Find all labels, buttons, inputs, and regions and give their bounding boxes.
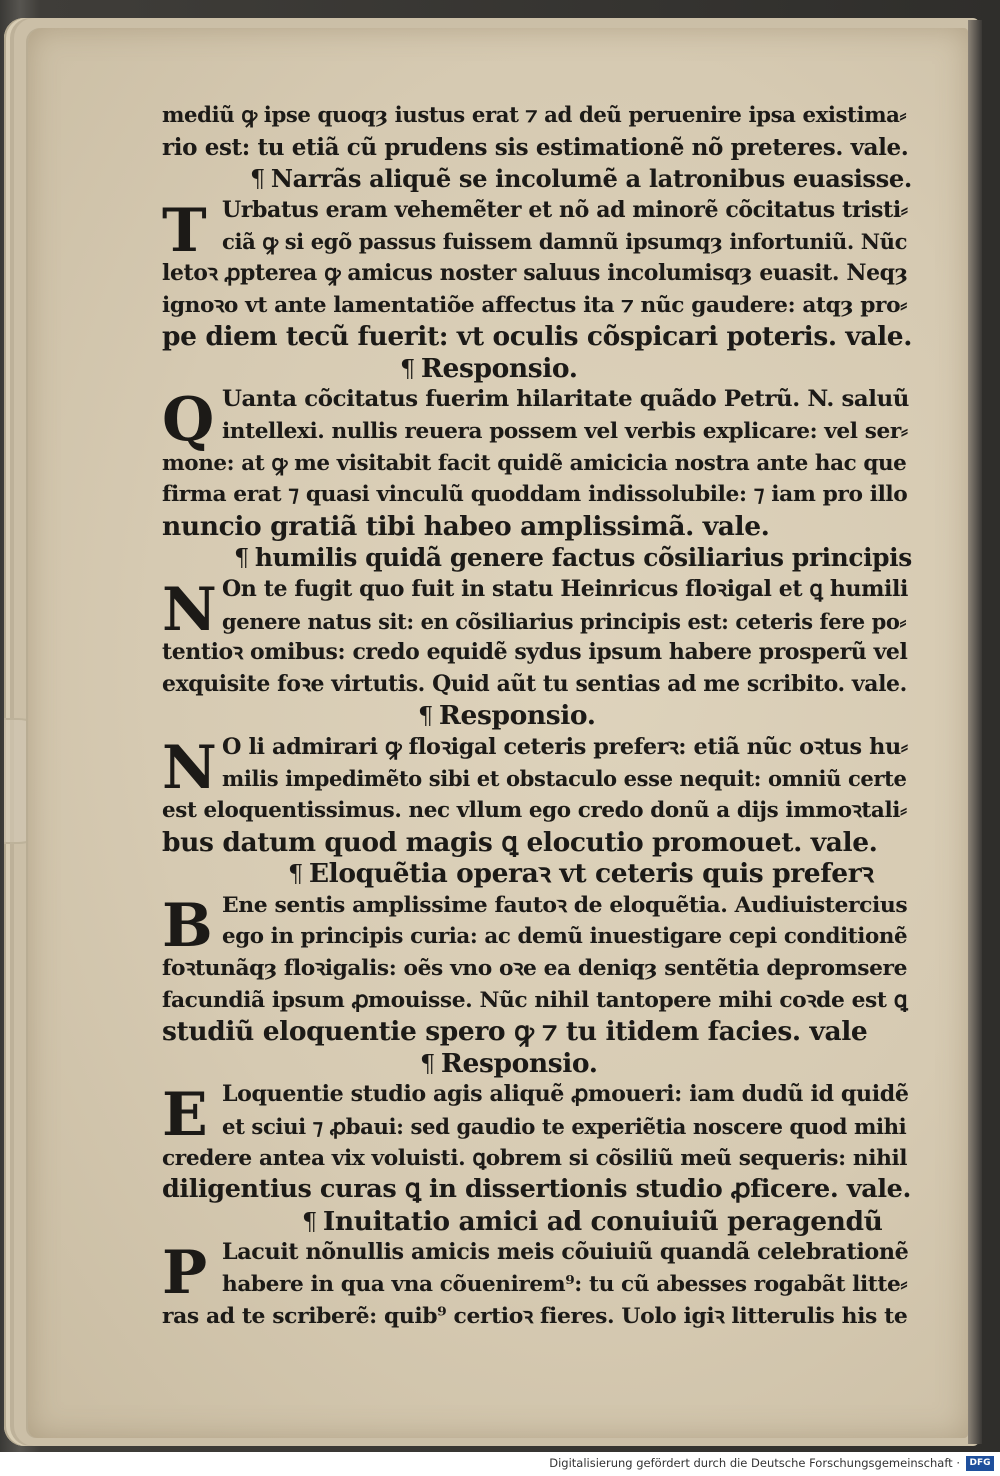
text-line: Ene sentis amplissime fautoꝛ de eloquẽtia. Audiuistercius [222, 891, 908, 918]
pilcrow-icon: ¶ [302, 1207, 317, 1236]
text-line: genere natus sit: en cõsiliarius principis est: ceteris fere po⸗ [222, 608, 907, 634]
text-line: Uanta cõcitatus fuerim hilaritate quãdo Petrũ. N. saluũ [222, 386, 910, 413]
text-line: intellexi. nullis reuera possem vel verbis explicare: vel ser⸗ [222, 418, 908, 444]
paragraph [162, 574, 912, 645]
section-heading: ¶ Eloquẽtia operaꝛ vt ceteris quis preferꝛ [288, 858, 874, 890]
pilcrow-icon: ¶ [400, 354, 415, 383]
funding-credit: Digitalisierung gefördert durch die Deutsche Forschungsgemeinschaft · [549, 1456, 960, 1470]
pilcrow-icon: ¶ [234, 544, 249, 573]
paragraph [162, 1237, 912, 1309]
text-line: facundiã ipsum ꝓmouisse. Nũc nihil tantopere mihi coꝛde est ꝗ [162, 987, 908, 1013]
section-heading: ¶ Responsio. [418, 700, 596, 732]
text-line: est eloquentissimus. nec vllum ego credo donũ a dijs immoꝛtali⸗ [162, 798, 907, 824]
section-heading: ¶ Responsio. [420, 1047, 598, 1079]
section-heading: ¶ Narrãs aliquẽ se incolumẽ a latronibus euasisse. [250, 164, 912, 194]
book-edge [968, 20, 982, 1444]
text-line: letoꝛ ꝓpterea ꝙ amicus noster saluus incolumisqȝ euasit. Neqȝ [162, 259, 908, 286]
text-line: ras ad te scriberẽ: quib⁹ certioꝛ fieres. Uolo igiꝛ litterulis his te [162, 1302, 908, 1329]
text-line: credere antea vix voluisti. ꝗobrem si cõsiliũ meũ sequeris: nihil [162, 1145, 908, 1171]
pilcrow-icon: ¶ [250, 165, 265, 194]
text-line: diligentius curas ꝗ in dissertionis studio ꝓficere. vale. [162, 1174, 911, 1205]
paragraph [162, 890, 912, 961]
pilcrow-icon: ¶ [420, 1049, 435, 1078]
section-heading: ¶ Responsio. [400, 352, 578, 384]
text-line: exquisite foꝛe virtutis. Quid aũt tu sentias ad me scribito. vale. [162, 670, 907, 697]
pilcrow-icon: ¶ [288, 860, 303, 889]
text-line: firma erat ⁊ quasi vinculũ quoddam indissolubile: ⁊ iam pro illo [162, 482, 908, 508]
text-line: tentioꝛ omibus: credo equidẽ sydus ipsum habere prosperũ vel [162, 639, 908, 666]
pilcrow-icon: ¶ [418, 702, 433, 731]
dfg-logo: DFG [966, 1456, 994, 1471]
text-line: ignoꝛo vt ante lamentatiõe affectus ita ⁊ nũc gaudere: atqȝ pro⸗ [162, 292, 907, 318]
drop-cap: N [162, 574, 217, 645]
text-line: mediũ ꝙ ipse quoqȝ iustus erat ⁊ ad deũ peruenire ipsa existima⸗ [162, 103, 907, 128]
text-line: nuncio gratiã tibi habeo amplissimã. vale. [162, 510, 770, 542]
text-line: milis impedimẽto sibi et obstaculo esse nequit: omniũ certe [222, 766, 907, 792]
text-line: Lacuit nõnullis amicis meis cõuiuiũ quandã celebrationẽ [222, 1239, 909, 1266]
paragraph [162, 1079, 912, 1151]
section-heading: ¶ Inuitatio amici ad conuiuiũ peragendũ [302, 1205, 883, 1237]
text-line: habere in qua vna cõuenirem⁹: tu cũ abesses rogabãt litte⸗ [222, 1271, 908, 1297]
text-line: On te fugit quo fuit in statu Heinricus floꝛigal et ꝗ humili [222, 575, 908, 602]
page-text [162, 100, 912, 1332]
paragraph [162, 195, 912, 266]
digitization-footer [0, 1452, 1000, 1476]
text-line: pe diem tecũ fuerit: vt oculis cõspicari poteris. vale. [162, 321, 913, 353]
text-line: et sciui ⁊ ꝓbaui: sed gaudio te experiẽtia noscere quod mihi [222, 1114, 907, 1139]
text-line: mone: at ꝙ me visitabit facit quidẽ amicicia nostra ante hac que [162, 450, 907, 476]
text-line: O li admirari ꝙ floꝛigal ceteris preferꝛ: etiã nũc oꝛtus hu⸗ [222, 733, 908, 760]
text-line: ciã ꝙ si egõ passus fuissem damnũ ipsumqȝ infortuniũ. Nũc [222, 229, 908, 255]
section-heading: ¶ humilis quidã genere factus cõsiliarius principis [234, 543, 912, 573]
drop-cap: E [162, 1080, 208, 1151]
drop-cap: Q [162, 385, 214, 456]
text-line: Urbatus eram vehemẽter et nõ ad minorẽ cõcitatus tristi⸗ [222, 196, 908, 223]
paragraph [162, 384, 912, 456]
text-line: Loquentie studio agis aliquẽ ꝓmoueri: iam dudũ id quidẽ [222, 1081, 909, 1108]
drop-cap: P [162, 1238, 207, 1309]
text-line: bus datum quod magis ꝗ elocutio promouet. vale. [162, 826, 878, 858]
paragraph [162, 732, 912, 803]
text-line: studiũ eloquentie spero ꝙ ⁊ tu itidem facies. vale [162, 1016, 868, 1048]
drop-cap: B [162, 890, 213, 961]
text-line: ego in principis curia: ac demũ inuestigare cepi conditionẽ [222, 924, 908, 950]
drop-cap: T [162, 195, 207, 266]
text-line: rio est: tu etiã cũ prudens sis estimationẽ nõ preteres. vale. [162, 133, 909, 161]
text-line: foꝛtunãqȝ floꝛigalis: oẽs vno oꝛe ea deniqȝ sentẽtia depromsere [162, 956, 908, 982]
drop-cap: N [162, 732, 217, 803]
